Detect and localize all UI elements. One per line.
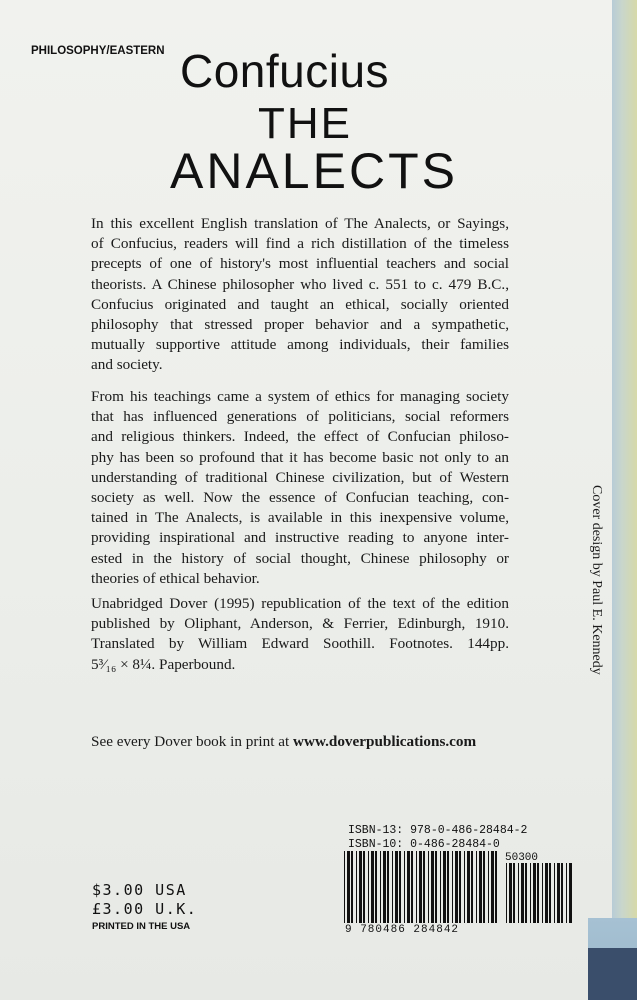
text-line: that has influenced generations of politicians, social reformers xyxy=(91,408,509,426)
cover-design-credit: Cover design by Paul E. Kennedy xyxy=(589,485,604,675)
text-line: ested in the history of social thought, Chinese philosophy or xyxy=(91,549,509,567)
text-line: and religious thinkers. Indeed, the effect of Confucian philoso- xyxy=(91,428,509,446)
text-line: theories of ethical behavior. xyxy=(91,569,260,587)
barcode-bar xyxy=(404,851,405,923)
text-line: tained in The Analects, is available in this inexpensive volume, xyxy=(91,509,509,527)
barcode-digits: 9 780486 284842 xyxy=(345,924,460,936)
barcode-bar xyxy=(554,863,555,923)
barcode-bar xyxy=(495,851,497,923)
barcode-bar xyxy=(483,851,485,923)
barcode-bar xyxy=(491,851,494,923)
text-line: Translated by William Edward Soothill. Footnotes. 144pp. xyxy=(91,635,509,653)
barcode-bar xyxy=(428,851,429,923)
text-line: precepts of one of history's most influential teachers and social xyxy=(91,255,509,273)
barcode-bar xyxy=(549,863,551,923)
barcode-bar xyxy=(518,863,519,923)
text-line: philosophy that stressed proper behavior and a sympathetic, xyxy=(91,316,509,334)
barcode-bar xyxy=(387,851,389,923)
website-url: www.doverpublications.com xyxy=(293,733,477,750)
barcode-bar xyxy=(471,851,473,923)
barcode-bar xyxy=(557,863,560,923)
barcode-bar xyxy=(407,851,410,923)
barcode-bar xyxy=(513,863,515,923)
barcode-bar xyxy=(452,851,453,923)
barcode-bar xyxy=(416,851,417,923)
barcode-bar xyxy=(419,851,422,923)
barcode-bar xyxy=(509,863,512,923)
barcode-bar xyxy=(380,851,381,923)
text-line: Confucius originated and taught an ethical, socially oriented xyxy=(91,295,509,313)
barcode-bar xyxy=(344,851,345,923)
text-line: providing inspirational and instructive reading to anyone inter- xyxy=(91,529,509,547)
title-line-1: THE xyxy=(258,99,352,148)
isbn-13: ISBN-13: 978-0-486-28484-2 xyxy=(348,824,528,837)
barcode-bar xyxy=(525,863,527,923)
barcode-bar xyxy=(506,863,507,923)
text-line: Unabridged Dover (1995) republication of the text of the edition xyxy=(91,595,509,612)
barcode-bar xyxy=(356,851,357,923)
barcode-bar xyxy=(351,851,353,923)
text-line: understanding of traditional Chinese civilization, but of Western xyxy=(91,468,509,486)
barcode-bar xyxy=(447,851,449,923)
text-line: of Confucius, readers will find a rich distillation of the timeless xyxy=(91,235,509,253)
barcode-bar xyxy=(488,851,489,923)
barcode-bar xyxy=(537,863,539,923)
barcode-bar xyxy=(399,851,401,923)
barcode-bar xyxy=(435,851,437,923)
barcode-bar xyxy=(479,851,482,923)
text-line: and society. xyxy=(91,356,163,374)
barcode-bar xyxy=(464,851,465,923)
barcode-bar xyxy=(347,851,350,923)
text-line: 5³⁄₁₆ × 8¼. Paperbound. xyxy=(91,655,236,673)
text-line: society as well. Now the essence of Confucian teaching, con- xyxy=(91,489,509,507)
website-promo-text: See every Dover book in print at xyxy=(91,733,294,750)
barcode-bar xyxy=(431,851,434,923)
barcode-bar xyxy=(423,851,425,923)
description-paragraph-2 xyxy=(91,387,509,589)
barcode-bar xyxy=(476,851,477,923)
barcode-bar xyxy=(459,851,461,923)
barcode-bar xyxy=(375,851,377,923)
title-line-2: ANALECTS xyxy=(170,143,458,199)
text-line: mutually supportive attitude among individuals, their families xyxy=(91,336,509,354)
barcode-bar xyxy=(443,851,446,923)
text-line: published by Oliphant, Anderson, & Ferrier, Edinburgh, 1910. xyxy=(91,615,509,633)
barcode-bars-addon xyxy=(506,863,572,923)
website-promo xyxy=(91,733,476,751)
barcode-bar xyxy=(566,863,567,923)
category-label: PHILOSOPHY/EASTERN xyxy=(31,45,165,57)
barcode-bar xyxy=(533,863,536,923)
price-code: 50300 xyxy=(505,852,539,864)
barcode-bar xyxy=(455,851,458,923)
barcode-bar xyxy=(383,851,386,923)
barcode-bar xyxy=(395,851,398,923)
author-name: Confucius xyxy=(180,45,390,97)
barcode-bar xyxy=(521,863,524,923)
barcode-bar xyxy=(363,851,365,923)
barcode-bars-main xyxy=(344,851,497,923)
barcode-bar xyxy=(392,851,393,923)
barcode-bar xyxy=(569,863,572,923)
text-line: phy has been so profound that it has become basic not only to an xyxy=(91,448,509,466)
text-line: theorists. A Chinese philosopher who lived c. 551 to c. 479 B.C., xyxy=(91,275,509,293)
cover-edge xyxy=(612,0,637,1000)
text-line: In this excellent English translation of The Analects, or Sayings, xyxy=(91,215,509,232)
barcode-bar xyxy=(440,851,441,923)
barcode-bar xyxy=(467,851,470,923)
barcode-bar xyxy=(371,851,374,923)
price-usa: $3.00 USA xyxy=(92,881,187,899)
barcode-bar xyxy=(542,863,543,923)
barcode-bar xyxy=(411,851,413,923)
barcode-bar xyxy=(368,851,369,923)
text-line: From his teachings came a system of ethics for managing society xyxy=(91,388,509,405)
isbn-10: ISBN-10: 0-486-28484-0 xyxy=(348,838,500,851)
barcode-bar xyxy=(561,863,563,923)
printed-in-label: PRINTED IN THE USA xyxy=(92,921,191,932)
price-sticker-band xyxy=(588,948,637,1000)
barcode-bar xyxy=(545,863,548,923)
description-paragraph-1 xyxy=(91,214,509,376)
barcode-bar xyxy=(530,863,531,923)
price-uk: £3.00 U.K. xyxy=(92,900,198,918)
edition-note xyxy=(91,594,509,675)
barcode-bar xyxy=(359,851,362,923)
